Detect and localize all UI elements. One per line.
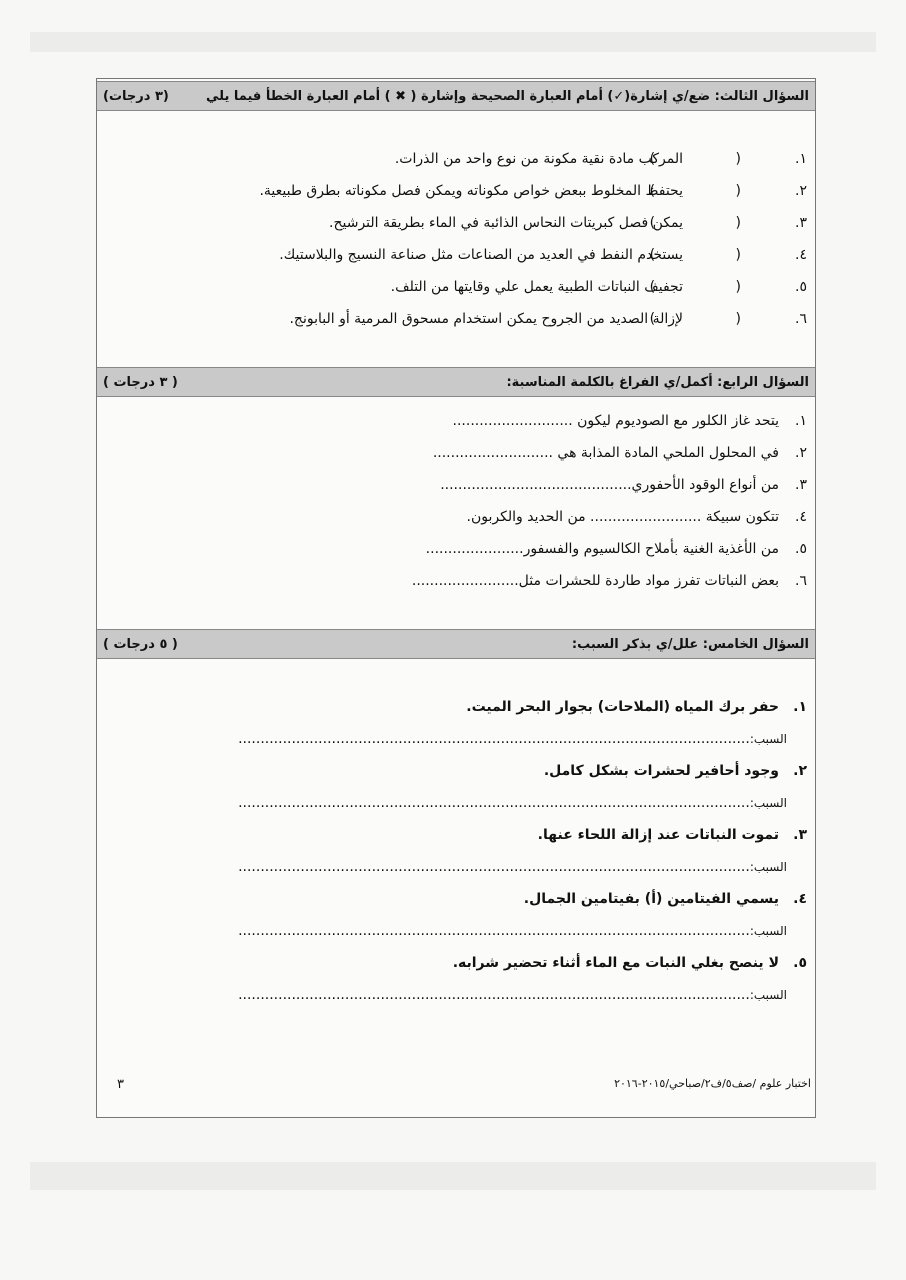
- q3-item-2: [259, 183, 807, 199]
- q4-item-1[interactable]: [453, 413, 807, 429]
- item-number: ٣.: [795, 215, 807, 231]
- q5-reason-2[interactable]: [238, 795, 787, 811]
- fill-blank-text[interactable]: يتحد غاز الكلور مع الصوديوم ليكون ...........................: [452, 413, 779, 429]
- q4-header: [97, 367, 815, 397]
- statement-text: يحتفظ المخلوط ببعض خواص مكوناته ويمكن فصل مكوناته بطرق طبيعية.: [259, 183, 683, 199]
- scan-bottom-band: [30, 1162, 876, 1190]
- fill-blank-text[interactable]: من الأغذية الغنية بأملاح الكالسيوم والفسفور......................: [425, 541, 779, 557]
- scan-top-band: [30, 32, 876, 52]
- question-text: وجود أحافير لحشرات بشكل كامل.: [543, 763, 779, 779]
- reason-label: السبب:: [749, 732, 787, 746]
- q4-grade: ( ٣ درجات ): [103, 374, 178, 390]
- answer-blank[interactable]: ( ): [649, 247, 779, 263]
- item-number: ١.: [793, 699, 807, 715]
- q5-reason-5[interactable]: [238, 987, 787, 1003]
- q3-item-1: [395, 151, 807, 167]
- page-number: ٣: [117, 1077, 124, 1092]
- q4-item-2[interactable]: [433, 445, 807, 461]
- item-number: ٢.: [793, 763, 807, 779]
- fill-blank-text[interactable]: في المحلول الملحي المادة المذابة هي ...........................: [432, 445, 779, 461]
- reason-blank[interactable]: ...................................................................................................................: [238, 923, 750, 939]
- q3-title: السؤال الثالث: ضع/ي إشارة(✓) أمام العبارة الصحيحة وإشارة ( ✖ ) أمام العبارة الخطأ فيما يلي: [206, 88, 809, 104]
- q3-item-3: [329, 215, 807, 231]
- item-number: ٤.: [795, 247, 807, 263]
- statement-text: لإزالة الصديد من الجروح يمكن استخدام مسحوق المرمية أو البابونج.: [289, 311, 683, 327]
- item-number: ٥.: [793, 955, 807, 971]
- footer-exam-info: اختبار علوم /صف٥/ف٢/صباحي/٢٠١٥-٢٠١٦: [614, 1077, 811, 1090]
- reason-label: السبب:: [749, 924, 787, 938]
- statement-text: المركب مادة نقية مكونة من نوع واحد من الذرات.: [394, 151, 683, 167]
- statement-text: يمكن فصل كبريتات النحاس الذائبة في الماء بطريقة الترشيح.: [329, 215, 683, 231]
- answer-blank[interactable]: ( ): [649, 215, 779, 231]
- item-number: ٤.: [793, 891, 807, 907]
- reason-blank[interactable]: ...................................................................................................................: [238, 731, 750, 747]
- item-number: ١.: [795, 413, 807, 429]
- reason-blank[interactable]: ...................................................................................................................: [238, 795, 750, 811]
- item-number: ٥.: [795, 279, 807, 295]
- fill-blank-text[interactable]: تتكون سبيكة ......................... من الحديد والكربون.: [466, 509, 779, 525]
- statement-text: يستخدم النفط في العديد من الصناعات مثل صناعة النسيج والبلاستيك.: [279, 247, 683, 263]
- fill-blank-text[interactable]: من أنواع الوقود الأحفوري...........................................: [440, 477, 779, 493]
- q5-header: [97, 629, 815, 659]
- q5-item-1: [466, 699, 807, 715]
- item-number: ١.: [795, 151, 807, 167]
- question-text: تموت النباتات عند إزالة اللحاء عنها.: [537, 827, 779, 843]
- reason-label: السبب:: [749, 988, 787, 1002]
- item-number: ٣.: [793, 827, 807, 843]
- q5-item-2: [544, 763, 807, 779]
- statement-text: تجفيف النباتات الطبية يعمل علي وقايتها من التلف.: [390, 279, 683, 295]
- q5-reason-1[interactable]: [238, 731, 787, 747]
- question-text: لا ينصح بغلي النبات مع الماء أثناء تحضير شرابه.: [452, 955, 779, 971]
- q4-item-4[interactable]: [467, 509, 807, 525]
- q3-header: [97, 81, 815, 111]
- item-number: ٢.: [795, 445, 807, 461]
- reason-label: السبب:: [749, 860, 787, 874]
- item-number: ٤.: [795, 509, 807, 525]
- reason-label: السبب:: [749, 796, 787, 810]
- q3-item-5: [391, 279, 807, 295]
- answer-blank[interactable]: ( ): [649, 279, 779, 295]
- answer-blank[interactable]: ( ): [649, 311, 779, 327]
- answer-blank[interactable]: ( ): [649, 151, 779, 167]
- page-footer: [97, 1077, 815, 1097]
- exam-page-frame: [96, 78, 816, 1118]
- item-number: ٦.: [795, 573, 807, 589]
- question-text: يسمي الفيتامين (أ) بفيتامين الجمال.: [523, 891, 779, 907]
- item-number: ٦.: [795, 311, 807, 327]
- q5-item-3: [538, 827, 807, 843]
- question-text: حفر برك المياه (الملاحات) بجوار البحر الميت.: [466, 699, 779, 715]
- reason-blank[interactable]: ...................................................................................................................: [238, 987, 750, 1003]
- q4-item-6[interactable]: [412, 573, 807, 589]
- q3-item-6: [289, 311, 807, 327]
- item-number: ٣.: [795, 477, 807, 493]
- q5-grade: ( ٥ درجات ): [103, 636, 178, 652]
- q4-item-5[interactable]: [426, 541, 807, 557]
- item-number: ٢.: [795, 183, 807, 199]
- q5-title: السؤال الخامس: علل/ي بذكر السبب:: [571, 636, 809, 652]
- q3-item-4: [279, 247, 807, 263]
- q5-reason-3[interactable]: [238, 859, 787, 875]
- q5-reason-4[interactable]: [238, 923, 787, 939]
- q4-title: السؤال الرابع: أكمل/ي الفراغ بالكلمة المناسبة:: [506, 374, 809, 390]
- q4-item-3[interactable]: [440, 477, 807, 493]
- answer-blank[interactable]: ( ): [649, 183, 779, 199]
- q3-grade: (٣ درجات): [103, 88, 169, 104]
- item-number: ٥.: [795, 541, 807, 557]
- fill-blank-text[interactable]: بعض النباتات تفرز مواد طاردة للحشرات مثل........................: [411, 573, 779, 589]
- reason-blank[interactable]: ...................................................................................................................: [238, 859, 750, 875]
- q5-item-5: [453, 955, 807, 971]
- q5-item-4: [524, 891, 807, 907]
